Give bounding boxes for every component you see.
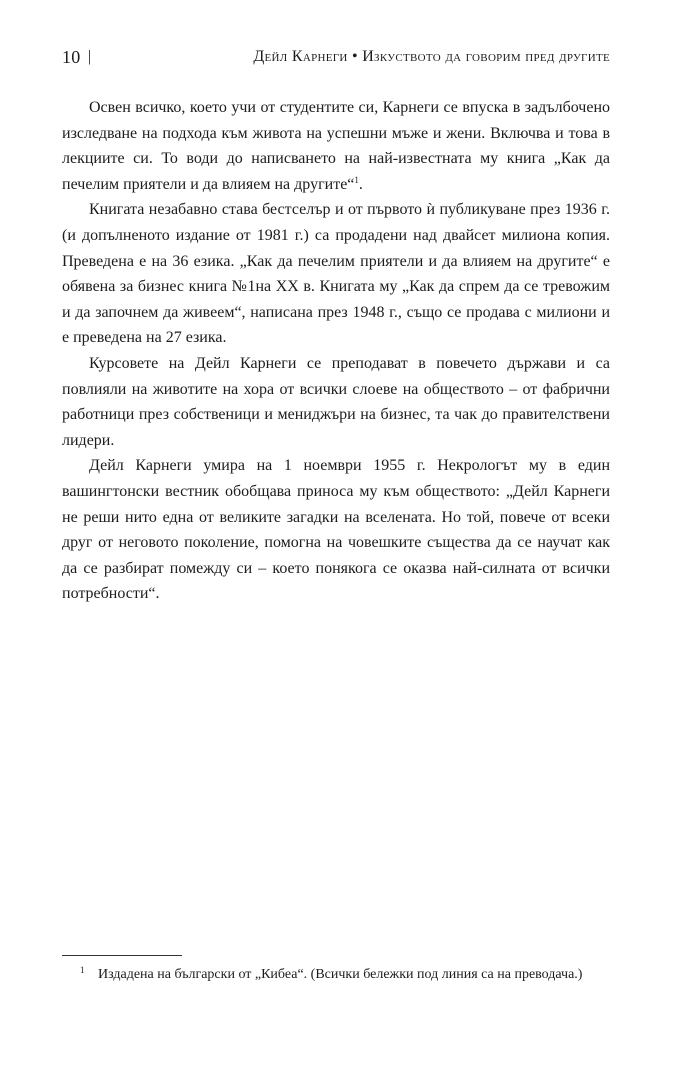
footnote-reference[interactable]: 1	[354, 174, 359, 185]
running-header	[62, 47, 610, 73]
header-separator: |	[88, 48, 92, 65]
paragraph-3: Курсовете на Дейл Карнеги се преподават в повечето държави и са повлияли на животите на хора от всички слоеве на обществото – от фабрични работници през собственици и мениджъри на бизнес, та чак до правителствени лидери.	[62, 354, 610, 449]
bullet-separator: •	[351, 48, 358, 65]
paragraph-1-text: Освен всичко, което учи от студентите си, Карнеги се впуска в задълбочено изследване на подхода към живота на успешни мъже и жени. Включва и това в лекциите си. То води до написването на най-известната му книга „Как да печелим приятели и да влияем на другите“	[62, 99, 610, 193]
running-title	[253, 48, 610, 66]
page-number: 10	[62, 47, 81, 67]
paragraph-4: Дейл Карнеги умира на 1 ноември 1955 г. Некрологът му в един вашингтонски вестник обобщава приноса му към обществото: „Дейл Карнеги не реши нито една от великите загадки на вселената. Но той, повече от всеки друг от неговото поколение, помогна на човешките същества да се научат как да се разбират помежду си – което понякога се оказва най-силната от всички потребности“.	[62, 457, 610, 603]
footnote	[62, 963, 610, 986]
footnote-mark: 1	[80, 965, 85, 975]
body-text	[62, 95, 610, 607]
footnote-text: Издадена на български от „Кибеа“. (Всички бележки под линия са на преводача.)	[98, 967, 583, 982]
paragraph-2: Книгата незабавно става бестселър и от първото ѝ публикуване през 1936 г. (и допълненото издание от 1981 г.) са продадени над двайсет милиона копия. Преведена е на 36 езика. „Как да печелим приятели и да влияем на другите“ е обявена за бизнес книга №1на XX в. Книгата му „Как да спрем да се тревожим и да започнем да живеем“, написана през 1948 г., също се продава с милиони и е преведена на 27 езика.	[62, 201, 610, 347]
book-title: Изкуството да говорим пред другите	[362, 48, 610, 65]
author-name: Дейл Карнеги	[253, 48, 348, 65]
footnote-divider	[62, 955, 182, 956]
paragraph-1	[62, 95, 610, 197]
paragraph-1-tail: .	[358, 175, 363, 193]
